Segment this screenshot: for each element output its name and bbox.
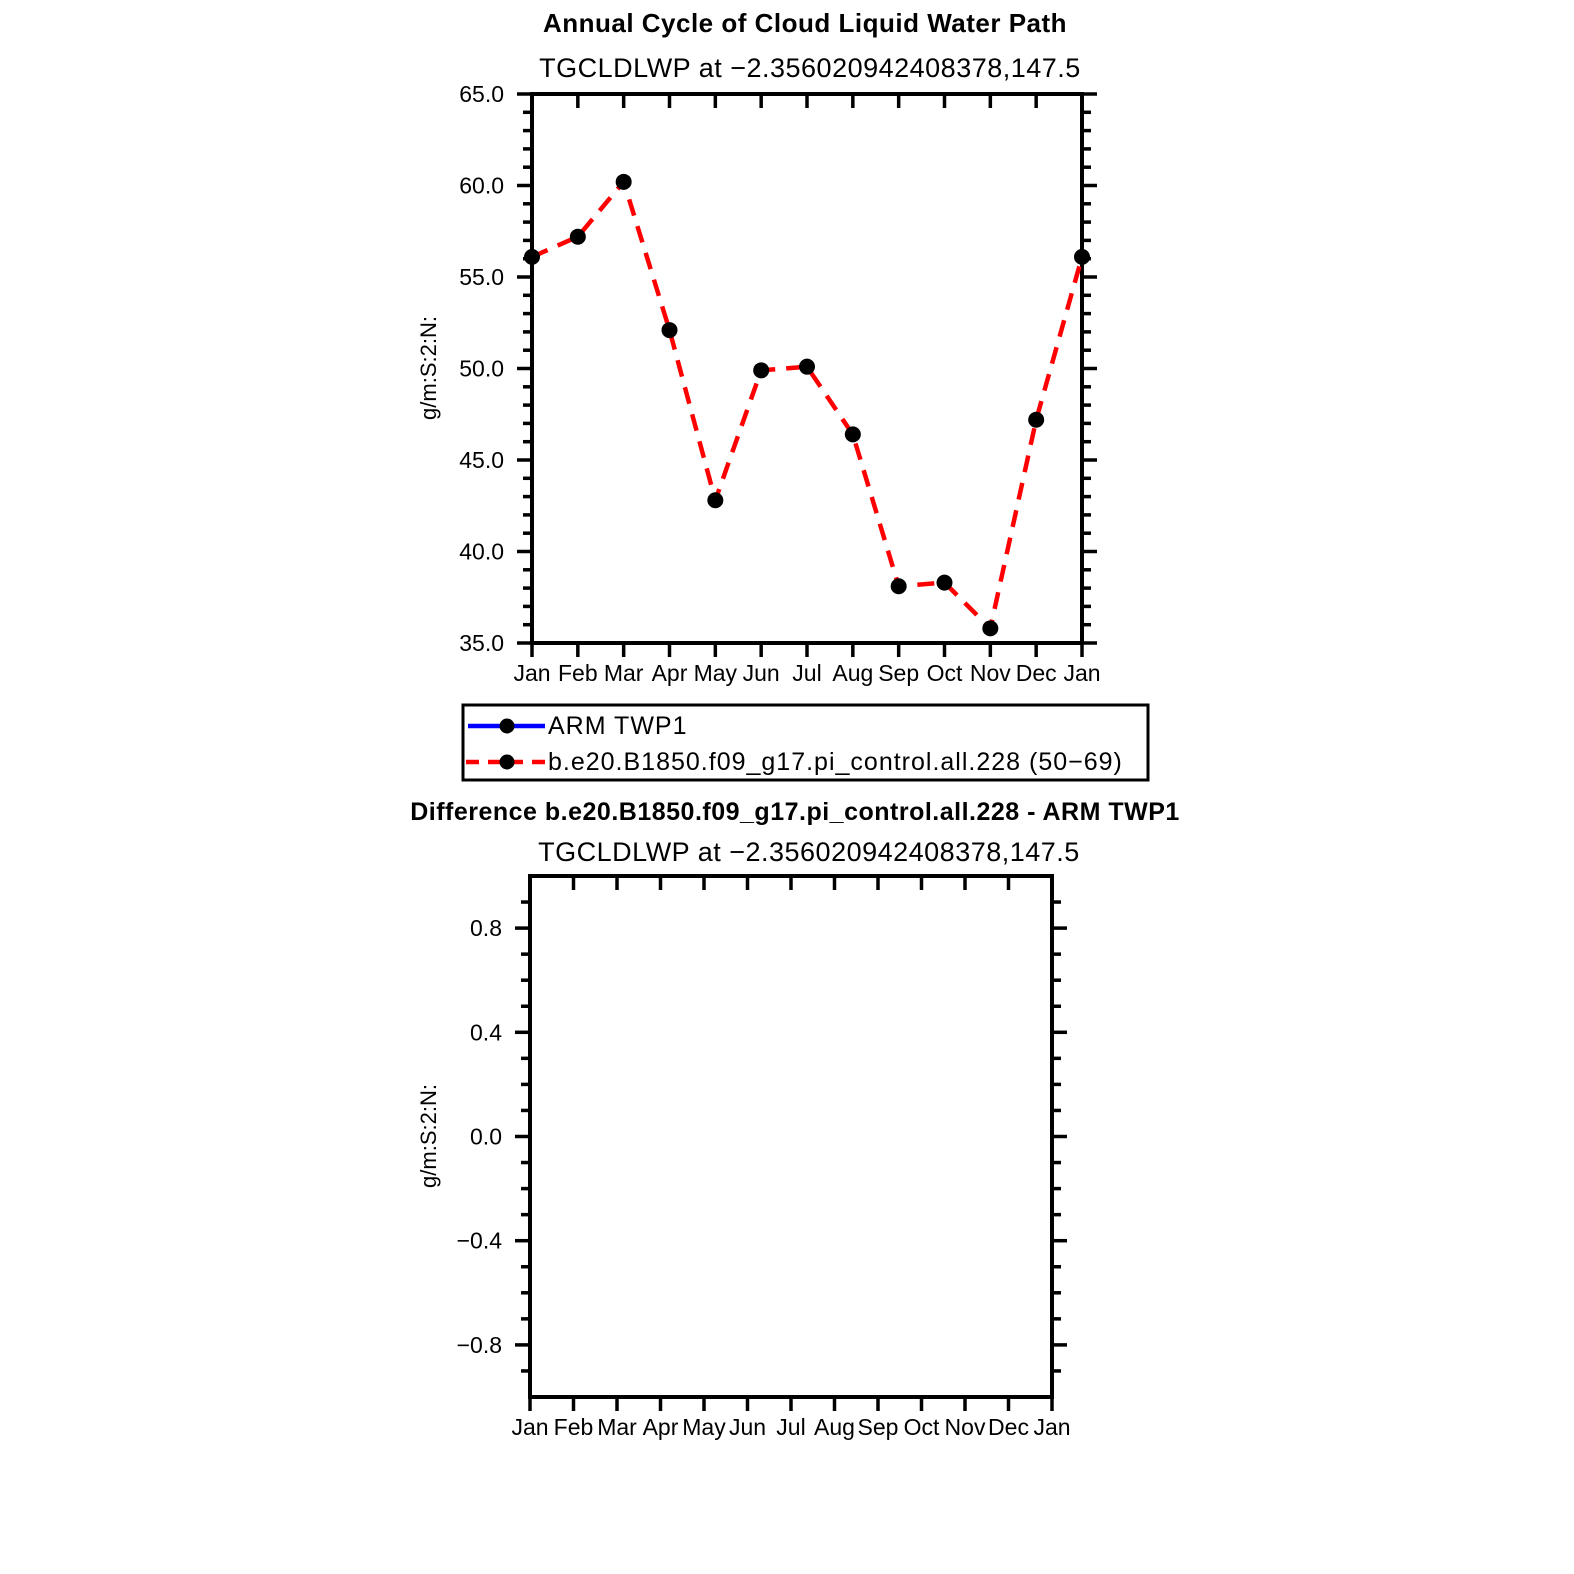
y-tick-label: 35.0 — [459, 630, 504, 656]
x-tick-label: Jun — [742, 660, 780, 686]
data-point-marker — [845, 426, 861, 442]
data-point-marker — [753, 362, 769, 378]
x-tick-label: Apr — [651, 660, 688, 686]
x-tick-label: Jun — [728, 1414, 767, 1440]
x-tick-label: Mar — [603, 660, 644, 686]
chart1-subtitle: TGCLDLWP at −2.356020942408378,147.5 — [539, 53, 1081, 83]
x-tick-label: Jan — [1063, 660, 1101, 686]
x-tick-label: Aug — [814, 1414, 855, 1440]
data-point-marker — [891, 578, 907, 594]
x-tick-label: Aug — [832, 660, 874, 686]
series-line — [532, 182, 1082, 629]
y-tick-label: 0.0 — [470, 1123, 502, 1150]
chart2-y-axis-label: g/m:S:2:N: — [416, 1084, 441, 1188]
x-tick-label: Jul — [776, 1414, 806, 1440]
x-tick-label: Feb — [558, 660, 598, 686]
data-point-marker — [524, 249, 540, 265]
y-tick-label: −0.4 — [456, 1227, 502, 1254]
y-tick-label: 55.0 — [459, 264, 504, 290]
x-tick-label: Nov — [944, 1414, 986, 1440]
x-tick-label: Mar — [597, 1414, 637, 1440]
data-point-marker — [937, 575, 953, 591]
legend-label-obs: ARM TWP1 — [548, 712, 688, 740]
x-tick-label: Feb — [553, 1414, 594, 1440]
data-point-marker — [1074, 249, 1090, 265]
data-point-marker — [799, 359, 815, 375]
difference-plot-area — [457, 876, 1071, 1440]
y-tick-label: 40.0 — [459, 538, 504, 565]
x-tick-label: Jan — [511, 1414, 549, 1440]
y-tick-label: 50.0 — [459, 355, 504, 382]
x-tick-label: Dec — [988, 1414, 1029, 1440]
x-tick-label: May — [693, 660, 738, 686]
x-tick-label: Sep — [857, 1414, 899, 1440]
chart2-subtitle: TGCLDLWP at −2.356020942408378,147.5 — [538, 837, 1080, 867]
y-tick-label: 45.0 — [459, 447, 504, 473]
annual-cycle-plot-area — [459, 81, 1100, 686]
chart1-main-title: Annual Cycle of Cloud Liquid Water Path — [542, 8, 1068, 38]
data-point-marker — [982, 620, 998, 636]
x-tick-label: Sep — [878, 660, 920, 686]
y-tick-label: −0.8 — [456, 1331, 502, 1358]
plot-frame — [530, 876, 1052, 1397]
y-tick-label: 65.0 — [459, 81, 504, 107]
y-tick-label: 0.8 — [470, 915, 502, 942]
x-tick-label: May — [682, 1414, 726, 1440]
x-tick-label: Jul — [792, 660, 822, 686]
chart2-main-title: Difference b.e20.B1850.f09_g17.pi_control.all.228 - ARM TWP1 — [410, 798, 1180, 826]
chart1-y-axis-label: g/m:S:2:N: — [416, 316, 441, 420]
x-tick-label: Dec — [1015, 660, 1057, 686]
y-tick-label: 60.0 — [459, 172, 504, 199]
legend-marker-obs-icon — [500, 719, 515, 734]
y-tick-label: 0.4 — [470, 1019, 502, 1046]
data-point-marker — [616, 174, 632, 190]
x-tick-label: Jan — [1033, 1414, 1071, 1440]
x-tick-label: Oct — [903, 1414, 940, 1440]
data-point-marker — [1028, 412, 1044, 428]
data-point-marker — [662, 322, 678, 338]
data-point-marker — [570, 229, 586, 245]
data-point-marker — [707, 492, 723, 508]
legend — [463, 705, 1148, 780]
legend-marker-model-icon — [500, 755, 515, 770]
x-tick-label: Jan — [513, 660, 551, 686]
x-tick-label: Nov — [969, 660, 1011, 686]
x-tick-label: Apr — [642, 1414, 679, 1440]
legend-label-model: b.e20.B1850.f09_g17.pi_control.all.228 (50−69) — [548, 748, 1123, 776]
x-tick-label: Oct — [926, 660, 963, 686]
